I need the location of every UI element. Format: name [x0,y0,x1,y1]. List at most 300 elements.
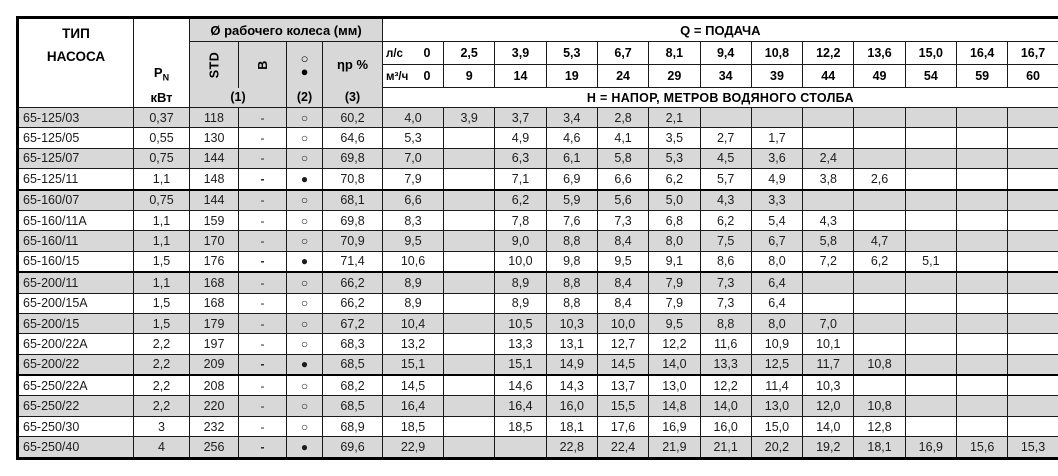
rated-power-cell: 0,55 [134,128,190,148]
head-value-cell [905,375,956,396]
rated-power-cell: 1,1 [134,231,190,251]
flow-ls-zero-cell [383,42,444,65]
head-value-cell: 3,4 [546,108,597,128]
head-value-cell: 7,9 [383,169,444,190]
head-value-cell [957,334,1008,354]
head-value-cell: 4,6 [546,128,597,148]
head-value-cell: 8,6 [700,251,751,272]
pump-row [18,190,1058,211]
head-value-cell: 16,0 [700,416,751,436]
rated-power-cell: 1,5 [134,313,190,333]
head-value-cell [444,231,495,251]
head-value-cell: 12,2 [649,334,700,354]
rated-power-cell: 1,5 [134,293,190,313]
efficiency-cell: 68,9 [323,416,383,436]
flow-m3h-tick: 49 [854,65,905,88]
open-circle-icon: ○ [287,396,323,416]
head-value-cell: 5,0 [649,190,700,211]
head-value-cell [905,293,956,313]
head-value-cell [957,272,1008,293]
head-value-cell [444,396,495,416]
pump-type-cell: 65-125/05 [18,128,134,148]
std-diameter-cell: 159 [190,210,239,230]
b-variant-cell: - [239,375,287,396]
head-value-cell [854,375,905,396]
std-diameter-cell: 170 [190,231,239,251]
std-diameter-cell: 256 [190,437,239,458]
std-diameter-cell: 130 [190,128,239,148]
pump-type-cell: 65-160/11 [18,231,134,251]
head-value-cell: 7,9 [649,272,700,293]
b-variant-cell: - [239,251,287,272]
pump-row [18,108,1058,128]
b-variant-cell: - [239,416,287,436]
head-value-cell: 9,5 [383,231,444,251]
efficiency-cell: 66,2 [323,272,383,293]
head-value-cell: 8,4 [597,231,648,251]
head-value-cell: 13,0 [751,396,802,416]
rated-power-cell: 1,1 [134,210,190,230]
b-variant-column-header: В [239,42,287,88]
pump-type-header-line1: ТИП [19,22,133,45]
flow-m3h-tick: 44 [803,65,854,88]
head-value-cell: 6,2 [495,190,546,211]
flow-ls-tick: 3,9 [495,42,546,65]
head-value-cell: 10,1 [803,334,854,354]
pump-type-cell: 65-160/07 [18,190,134,211]
head-value-cell: 21,9 [649,437,700,458]
head-value-cell [957,375,1008,396]
head-value-cell: 10,3 [546,313,597,333]
head-value-cell: 5,7 [700,169,751,190]
head-value-cell [444,210,495,230]
head-value-cell: 2,6 [854,169,905,190]
flow-ls-tick: 2,5 [444,42,495,65]
efficiency-cell: 67,2 [323,313,383,333]
footnote-3-ref: (3) [323,88,383,108]
head-value-cell [905,190,956,211]
std-column-header: STD [190,42,239,88]
flow-m3h-tick: 24 [597,65,648,88]
b-variant-cell: - [239,190,287,211]
head-value-cell: 14,3 [546,375,597,396]
head-value-cell: 10,0 [597,313,648,333]
head-value-cell: 15,1 [383,354,444,375]
std-diameter-cell: 232 [190,416,239,436]
head-value-cell: 2,7 [700,128,751,148]
head-value-cell: 4,3 [700,190,751,211]
head-value-cell [1008,396,1058,416]
pump-row [18,375,1058,396]
head-value-cell: 5,8 [597,148,648,168]
head-value-cell: 3,9 [444,108,495,128]
head-value-cell [957,128,1008,148]
pump-type-cell: 65-125/03 [18,108,134,128]
head-value-cell [1008,108,1058,128]
head-value-cell: 16,9 [905,437,956,458]
head-value-cell: 14,9 [546,354,597,375]
head-value-cell [905,148,956,168]
head-value-cell: 6,4 [751,272,802,293]
b-variant-cell: - [239,313,287,333]
head-value-cell: 4,9 [751,169,802,190]
head-meters-label: Н = НАПОР, МЕТРОВ ВОДЯНОГО СТОЛБА [383,88,1058,108]
head-value-cell [1008,272,1058,293]
head-value-cell [957,416,1008,436]
efficiency-cell: 71,4 [323,251,383,272]
head-value-cell: 4,0 [383,108,444,128]
efficiency-cell: 64,6 [323,128,383,148]
head-value-cell: 11,6 [700,334,751,354]
rated-power-cell: 1,5 [134,251,190,272]
rated-power-cell: 0,75 [134,190,190,211]
efficiency-cell: 68,5 [323,396,383,416]
head-value-cell: 7,0 [803,313,854,333]
head-value-cell: 7,8 [495,210,546,230]
head-value-cell [957,354,1008,375]
head-value-cell: 16,9 [649,416,700,436]
head-value-cell: 7,6 [546,210,597,230]
open-circle-icon: ○ [287,334,323,354]
head-value-cell [803,128,854,148]
std-diameter-cell: 176 [190,251,239,272]
pump-type-cell: 65-160/11A [18,210,134,230]
flow-ls-tick: 5,3 [546,42,597,65]
head-value-cell [1008,148,1058,168]
pump-row [18,313,1058,333]
pump-row [18,210,1058,230]
head-value-cell: 12,5 [751,354,802,375]
efficiency-column-header: ηp % [323,42,383,88]
flow-ls-tick: 9,4 [700,42,751,65]
head-value-cell [803,190,854,211]
head-value-cell [444,334,495,354]
flow-ls-tick: 12,2 [803,42,854,65]
pump-row [18,354,1058,375]
flow-ls-tick: 16,4 [957,42,1008,65]
head-value-cell [957,231,1008,251]
head-value-cell: 9,8 [546,251,597,272]
head-value-cell: 4,1 [597,128,648,148]
b-variant-cell: - [239,354,287,375]
head-value-cell: 2,4 [803,148,854,168]
open-circle-icon: ○ [287,108,323,128]
head-value-cell: 6,9 [546,169,597,190]
std-diameter-cell: 197 [190,334,239,354]
open-circle-icon: ○ [287,52,322,65]
b-variant-cell: - [239,293,287,313]
std-diameter-cell: 168 [190,272,239,293]
head-value-cell: 16,4 [495,396,546,416]
head-value-cell: 7,3 [597,210,648,230]
head-value-cell: 2,8 [597,108,648,128]
open-circle-icon: ○ [287,313,323,333]
filled-circle-icon: ● [287,354,323,375]
head-value-cell [444,148,495,168]
head-value-cell: 6,2 [700,210,751,230]
head-value-cell: 3,6 [751,148,802,168]
head-value-cell: 6,2 [649,169,700,190]
flow-m3h-zero-cell [383,65,444,88]
head-value-cell [957,169,1008,190]
flow-m3h-tick: 39 [751,65,802,88]
head-value-cell: 14,8 [649,396,700,416]
pump-type-header-line2: НАСОСА [19,45,133,68]
head-value-cell: 22,8 [546,437,597,458]
std-diameter-cell: 144 [190,190,239,211]
flow-m3h-tick: 34 [700,65,751,88]
pump-performance-table [16,16,1058,460]
head-value-cell [444,190,495,211]
head-value-cell: 7,3 [700,293,751,313]
head-value-cell [957,190,1008,211]
std-diameter-cell: 168 [190,293,239,313]
head-value-cell [905,231,956,251]
head-value-cell: 13,3 [700,354,751,375]
head-value-cell: 10,0 [495,251,546,272]
head-value-cell [444,437,495,458]
flow-m3h-tick: 54 [905,65,956,88]
head-value-cell [444,313,495,333]
head-value-cell [1008,293,1058,313]
efficiency-cell: 70,9 [323,231,383,251]
flow-ls-tick: 15,0 [905,42,956,65]
b-variant-cell: - [239,396,287,416]
head-value-cell: 8,8 [700,313,751,333]
open-circle-icon: ○ [287,293,323,313]
head-value-cell: 22,4 [597,437,648,458]
head-value-cell [905,313,956,333]
b-variant-cell: - [239,210,287,230]
head-value-cell: 6,8 [649,210,700,230]
pump-type-cell: 65-200/22 [18,354,134,375]
efficiency-cell: 69,8 [323,148,383,168]
head-value-cell [495,437,546,458]
head-value-cell: 9,0 [495,231,546,251]
flow-ls-tick: 8,1 [649,42,700,65]
footnote-1-ref: (1) [190,88,287,108]
pump-row [18,251,1058,272]
head-value-cell: 14,0 [700,396,751,416]
head-value-cell: 7,9 [649,293,700,313]
head-value-cell: 8,0 [751,251,802,272]
table-body [18,108,1058,459]
flow-m3h-tick: 29 [649,65,700,88]
efficiency-cell: 68,5 [323,354,383,375]
head-value-cell [854,190,905,211]
head-value-cell: 6,1 [546,148,597,168]
flow-m3h-tick: 9 [444,65,495,88]
impeller-diameter-header: Ø рабочего колеса (мм) [190,18,383,42]
std-diameter-cell: 220 [190,396,239,416]
open-circle-icon: ○ [287,272,323,293]
filled-circle-icon: ● [287,251,323,272]
rated-power-cell: 2,2 [134,334,190,354]
pump-type-cell: 65-250/22A [18,375,134,396]
b-variant-cell: - [239,148,287,168]
head-value-cell [1008,334,1058,354]
head-value-cell: 13,7 [597,375,648,396]
head-value-cell: 5,3 [383,128,444,148]
head-value-cell: 14,0 [803,416,854,436]
flow-m3h-tick: 60 [1008,65,1058,88]
head-value-cell: 12,2 [700,375,751,396]
head-value-cell: 10,9 [751,334,802,354]
head-value-cell: 7,3 [700,272,751,293]
flow-ls-tick: 6,7 [597,42,648,65]
head-value-cell: 4,3 [803,210,854,230]
head-value-cell [1008,190,1058,211]
efficiency-cell: 60,2 [323,108,383,128]
head-value-cell: 15,6 [957,437,1008,458]
head-value-cell [957,210,1008,230]
head-value-cell [957,313,1008,333]
flow-m3h-tick: 59 [957,65,1008,88]
pump-type-cell: 65-200/15 [18,313,134,333]
head-value-cell: 15,0 [751,416,802,436]
head-value-cell [1008,210,1058,230]
head-value-cell: 19,2 [803,437,854,458]
head-value-cell: 6,3 [495,148,546,168]
head-value-cell [1008,375,1058,396]
pump-type-cell: 65-160/15 [18,251,134,272]
head-value-cell [803,108,854,128]
b-variant-cell: - [239,334,287,354]
head-value-cell: 8,0 [751,313,802,333]
rated-power-cell: 1,1 [134,272,190,293]
pump-row [18,169,1058,190]
head-value-cell [905,108,956,128]
pump-row [18,293,1058,313]
head-value-cell: 18,5 [383,416,444,436]
open-circle-icon: ○ [287,416,323,436]
head-value-cell: 18,1 [854,437,905,458]
head-value-cell: 15,3 [1008,437,1058,458]
open-circle-icon: ○ [287,375,323,396]
head-value-cell: 7,1 [495,169,546,190]
head-value-cell [957,293,1008,313]
b-variant-cell: - [239,231,287,251]
head-value-cell: 8,8 [546,272,597,293]
head-value-cell [905,210,956,230]
head-value-cell: 11,4 [751,375,802,396]
flow-header: Q = ПОДАЧА [383,18,1058,42]
open-circle-icon: ○ [287,231,323,251]
b-variant-cell: - [239,272,287,293]
pump-row [18,334,1058,354]
head-value-cell [905,169,956,190]
b-variant-cell: - [239,169,287,190]
flow-unit-m3h-label: м³/ч [383,71,412,83]
head-value-cell: 4,9 [495,128,546,148]
head-value-cell: 4,5 [700,148,751,168]
pump-type-cell: 65-125/07 [18,148,134,168]
head-value-cell [1008,416,1058,436]
head-value-cell: 22,9 [383,437,444,458]
head-value-cell [1008,354,1058,375]
head-value-cell: 13,1 [546,334,597,354]
rated-power-header [134,18,190,108]
pump-type-cell: 65-250/40 [18,437,134,458]
head-value-cell: 12,8 [854,416,905,436]
b-variant-cell: - [239,437,287,458]
open-circle-icon: ○ [287,190,323,211]
head-value-cell: 18,5 [495,416,546,436]
head-value-cell: 5,6 [597,190,648,211]
rated-power-symbol: $P_N$ [134,65,189,83]
head-value-cell: 6,2 [854,251,905,272]
pump-row [18,396,1058,416]
flow-ls-zero-value: 0 [412,46,442,60]
head-value-cell: 6,6 [597,169,648,190]
flow-ls-tick: 10,8 [751,42,802,65]
filled-circle-icon: ● [287,437,323,458]
head-value-cell: 14,5 [383,375,444,396]
head-value-cell: 21,1 [700,437,751,458]
rated-power-cell: 4 [134,437,190,458]
std-diameter-cell: 179 [190,313,239,333]
head-value-cell [444,272,495,293]
pump-row [18,272,1058,293]
rated-power-cell: 0,37 [134,108,190,128]
open-circle-icon: ○ [287,210,323,230]
head-value-cell [905,334,956,354]
pump-row [18,416,1058,436]
head-value-cell: 10,8 [854,354,905,375]
std-diameter-cell: 208 [190,375,239,396]
rated-power-cell: 2,2 [134,375,190,396]
head-value-cell: 10,4 [383,313,444,333]
head-value-cell [854,272,905,293]
pump-row [18,148,1058,168]
head-value-cell: 17,6 [597,416,648,436]
head-value-cell [1008,251,1058,272]
head-value-cell [444,293,495,313]
pump-type-cell: 65-200/22A [18,334,134,354]
head-value-cell: 3,5 [649,128,700,148]
head-value-cell: 8,8 [546,231,597,251]
flow-ls-tick: 13,6 [854,42,905,65]
b-variant-cell: - [239,128,287,148]
head-value-cell: 5,8 [803,231,854,251]
pump-type-cell: 65-200/11 [18,272,134,293]
efficiency-cell: 69,6 [323,437,383,458]
b-variant-cell: - [239,108,287,128]
head-value-cell: 8,3 [383,210,444,230]
head-value-cell: 6,4 [751,293,802,313]
flow-ls-tick: 16,7 [1008,42,1058,65]
head-value-cell [905,396,956,416]
head-value-cell: 13,0 [649,375,700,396]
head-value-cell [803,293,854,313]
head-value-cell: 8,9 [383,293,444,313]
efficiency-cell: 68,3 [323,334,383,354]
head-value-cell: 3,8 [803,169,854,190]
footnote-2-ref: (2) [287,88,323,108]
pump-type-cell: 65-125/11 [18,169,134,190]
head-value-cell: 10,3 [803,375,854,396]
head-value-cell: 8,9 [495,272,546,293]
filled-circle-icon: ● [287,65,322,78]
head-value-cell: 5,3 [649,148,700,168]
flow-m3h-tick: 14 [495,65,546,88]
std-diameter-cell: 144 [190,148,239,168]
head-value-cell: 8,0 [649,231,700,251]
head-value-cell: 13,2 [383,334,444,354]
rated-power-cell: 2,2 [134,396,190,416]
head-value-cell: 15,5 [597,396,648,416]
head-value-cell [905,354,956,375]
